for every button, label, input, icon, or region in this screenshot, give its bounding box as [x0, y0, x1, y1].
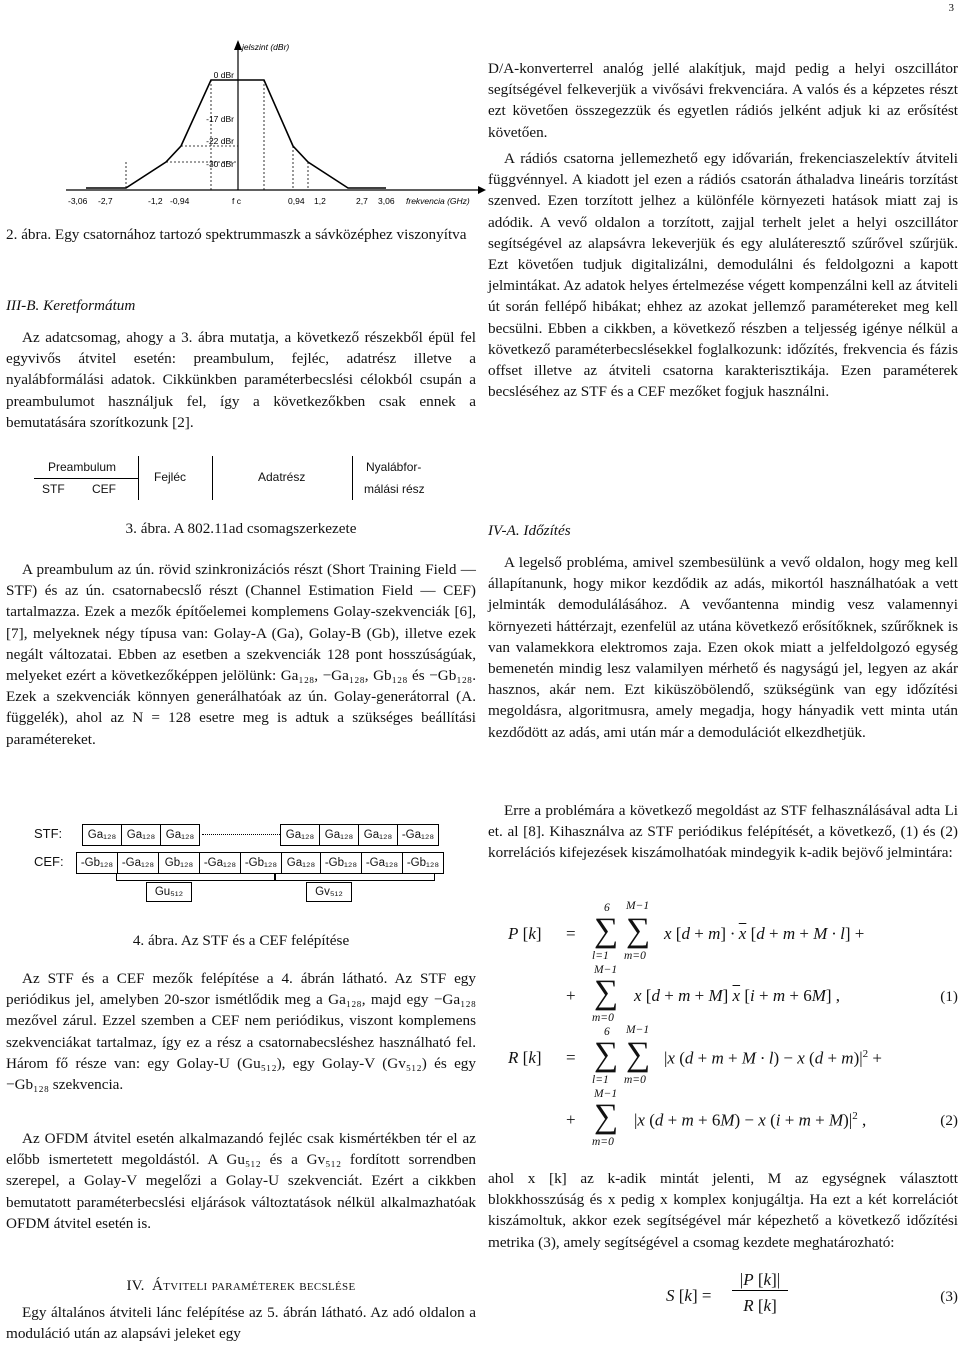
beamforming-label: Nyalábfor-	[366, 460, 422, 474]
cef-cell: -Ga₁₂₈	[200, 852, 241, 874]
tick-label: -0,94	[170, 196, 190, 206]
sum-limit: M−1	[626, 1024, 650, 1036]
right-paragraph-1: D/A-konverterrel analóg jellé alakítjuk, majd pedig a helyi oszcillátor segítségével felkeverjük a vivősávi frekvenciára. A valós és a képzetes részt ezt követően összegezzük és egyetlen rádiós jelként adjuk ki az erősítést követően.	[488, 60, 958, 141]
cef-row	[76, 852, 444, 874]
beamforming-label: málási rész	[364, 482, 425, 496]
sum-limit: m=0	[592, 1012, 614, 1024]
equation-3	[488, 1268, 958, 1328]
stf-cell: Ga₁₂₈	[122, 824, 161, 846]
stf-cef-figure	[34, 824, 454, 904]
cef-cell: -Gb₁₂₈	[403, 852, 444, 874]
eq3-number: (3)	[940, 1288, 958, 1305]
stf-cell: Ga₁₂₈	[359, 824, 398, 846]
eq2-number: (2)	[940, 1112, 958, 1129]
eq1-relation: =	[566, 924, 576, 943]
stf-row-right	[280, 824, 439, 846]
cef-cell: Gb₁₂₈	[159, 852, 200, 874]
gu-brace	[116, 874, 276, 881]
eq2-term: |x (d + m + M · l) − x $(d + m)|^2$ +	[664, 1048, 882, 1068]
section-heading-4a: IV-A. Időzítés	[488, 522, 571, 539]
level-label: 0 dBr	[213, 70, 234, 80]
eq1-lhs: P [k]	[508, 924, 542, 943]
figure2-caption: 2. ábra. Egy csatornához tartozó spektrummaszk a sávközéphez viszonyítva	[6, 226, 467, 243]
sum-limit: m=0	[624, 950, 646, 962]
tick-label: -2,7	[98, 196, 113, 206]
sum-limit: M−1	[626, 900, 650, 912]
sum-symbol: ∑	[594, 1098, 619, 1135]
eq3-denominator: R [k]	[743, 1296, 777, 1315]
section-4-paragraph: Egy általános átviteli lánc felépítése az 5. ábrán látható. Az adó oldalon a moduláció után az alapsávi jeleket egy	[6, 1304, 476, 1343]
packet-structure-figure	[34, 456, 454, 504]
level-label: -22 dBr	[206, 136, 234, 146]
cef-cell: -Ga₁₂₈	[118, 852, 159, 874]
cef-cell: -Gb₁₂₈	[241, 852, 282, 874]
field-divider	[212, 456, 213, 500]
stf-row-label: STF:	[34, 826, 63, 841]
gv-label: Gv₅₁₂	[306, 882, 352, 902]
figure4-caption: 4. ábra. Az STF és a CEF felépítése	[132, 932, 350, 949]
level-label: -17 dBr	[206, 114, 234, 124]
stf-cell: Ga₁₂₈	[320, 824, 359, 846]
spectrum-mask-chart	[66, 40, 486, 210]
sum-limit: 6	[604, 902, 610, 914]
sum-limit: M−1	[594, 964, 618, 976]
tick-label: 2,7	[356, 196, 368, 206]
right-paragraph-3: A legelső probléma, amivel szembesülünk a vevő oldalon, hogy meg kell állapítanunk, hogy mikor kezdődik az adás, mikortól használhatóak a vett jelminták demodulálásához. A vevőantenna mindig vesz valamennyi környezeti háttérzajt, ezenfelül az utána következő erősítőknek, szűrőknek is van valamekkora elektromos zaja. Ezen okok miatt a jelfeldolgozó egység bemenetén mindig lesz valamilyen mérhető és nagyságú jel, legyen az akár hasznos, akár nem. Ezt kiküszöbölendő, szükségünk van egy időzítési megoldásra, algoritmusra, amely megadja, hogy hányadik vett minta után kezdődött az adás, ami után már a demodulációt elkezdhetjük.	[488, 554, 958, 741]
sum-limit: 6	[604, 1026, 610, 1038]
y-axis-arrow	[234, 40, 242, 50]
sum-symbol: ∑	[626, 1036, 651, 1073]
field-divider	[138, 456, 139, 500]
page-number: 3	[948, 2, 954, 14]
right-paragraph-2: A rádiós csatorna jellemezhető egy idővarián, frekenciaszelektív átviteli függvénnyel. A kiadott jel ezen a rádiós csatorán áthaladva lineáris torzítást szenved. Ezen torzított jelhez a különféle környezeti hatások miatt zaj is adódik. A vevő oldalon a torzított, zajjal terhelt jelet a helyi oszcillátor segítségével az alapsávra lekeverjük és egy aluláteresztő szűrővel szűrjük. Ezt követően tudjuk digitalizálni, demodulálni és feldolgozni a kapott jelmintákat. Az adatok helyes értelmezése végett kompenzálni kell az átviteli út során fellépő hibákat; ehhez az azokat jellemző paramétereket meg kell becsülni. Ebben a cikkben, a következő részben a teljesség igénye nélkül a következő paraméterbecslésekkel foglalkozunk: időzítés, frekvencia és fázis offset illetve az átviteli csatorna karakterisztikája. Ezen paraméterek becsléséhez az STF és a CEF mezőket fogjuk használni.	[488, 150, 958, 401]
stf-cell: Ga₁₂₈	[161, 824, 200, 846]
eq3-numerator: |P [k]|	[732, 1270, 788, 1291]
cef-cell: -Gb₁₂₈	[321, 852, 362, 874]
field-divider	[352, 456, 353, 500]
figure3-caption: 3. ábra. A 802.11ad csomagszerkezete	[125, 520, 357, 537]
y-axis-label: jelszint (dBr)	[242, 42, 290, 52]
eq1-term: x [d + m + M] $\overline{x}$ [i + m + 6M] ,	[634, 986, 841, 1005]
tick-label: 3,06	[378, 196, 395, 206]
right-paragraph-5: ahol x [k] az k-adik mintát jelenti, M az egységnek választott blokkhosszúság és x pedig x komplex konjugáltja. Ha ezt a két korrelációt kiszámoltuk, akkor ezek segítségével már képezhető a következő időzítési metrika (3), amely segítségével a csomag kezdete meghatározható:	[488, 1170, 958, 1251]
section-heading-3b: III-B. Keretformátum	[6, 297, 136, 314]
stf-cell: Ga₁₂₈	[280, 824, 320, 846]
mask-outline	[86, 80, 386, 188]
stf-repeat-dots	[202, 834, 280, 835]
header-label: Fejléc	[154, 470, 187, 484]
cef-row-label: CEF:	[34, 854, 64, 869]
stf-cef-paragraph: Az STF és a CEF mezők felépítése a 4. ábrán látható. Az STF egy periódikus jel, amelyben 20-szor ismétlődik meg a Ga₁₂₈, majd egy −Ga₁₂₈ mezővel zárul. Ezzel szemben a CEF nem periódikus, viszont komplemens szekvenciákat tartalmaz, így ez a rész a csatornabecsléshez használható fel. Három fő része van: egy Golay-U (Gu₅₁₂), egy Golay-V (Gv₅₁₂) és egy −Gb₁₂₈ szekvencia.	[6, 970, 476, 1094]
level-label: -30 dBr	[206, 159, 234, 169]
preamble-divider	[34, 478, 138, 479]
eq1-term: x $[d + m] \cdot \overline{x}$ [d + m + M · l] +	[664, 924, 865, 943]
sum-limit: M−1	[594, 1088, 618, 1100]
sum-limit: l=1	[592, 1074, 609, 1086]
eq1-number: (1)	[940, 988, 958, 1005]
stf-cell: -Ga₁₂₈	[398, 824, 439, 846]
sum-symbol: ∑	[594, 974, 619, 1011]
tick-label: -1,2	[148, 196, 163, 206]
stf-cell: Ga₁₂₈	[82, 824, 122, 846]
sum-limit: l=1	[592, 950, 609, 962]
eq2-plus: +	[566, 1110, 576, 1129]
sum-symbol: ∑	[626, 912, 651, 949]
tick-label: 0,94	[288, 196, 305, 206]
tick-label: -3,06	[68, 196, 88, 206]
eq3-lhs: S [k] =	[666, 1286, 712, 1305]
cef-cell: Ga₁₂₈	[282, 852, 321, 874]
right-paragraph-4: Erre a problémára a következő megoldást az STF felhasználásával adta Li et. al [8]. Kihasználva az STF periódikus felépítését, a következő, (1) és (2) korrelációs kifejezések kiszámolhatóak mindegyik k-adik bejövő jelmintára:	[488, 802, 958, 862]
ofdm-paragraph: Az OFDM átvitel esetén alkalmazandó fejléc csak kismértékben tér el az előbb ismertetett megoldástól. A Gu₅₁₂ és a Gv₅₁₂ fordított sorrendben szerepel, a Golay-V megelőzi a Golay-U szekvenciát. Ezért a cikkben bemutatott paraméterbecslési eljárások változtatások nélkül alkalmazhatóak OFDM átvitel esetén is.	[6, 1130, 476, 1232]
gu-label: Gu₅₁₂	[146, 882, 192, 902]
x-axis-arrow	[478, 186, 486, 194]
eq1-plus: +	[566, 986, 576, 1005]
tick-label: 1,2	[314, 196, 326, 206]
preamble-label: Preambulum	[48, 460, 117, 474]
section-3b-paragraph: Az adatcsomag, ahogy a 3. ábra mutatja, a következő részekből épül fel egyvivős átvitel esetén: preambulum, fejléc, adatrész illetve a nyalábformálási adatok. Cikkünkben paraméterbecslési célokból csupán a preambulumot használjuk fel, így a következőkben csak ennek a bemutatására szorítkozunk [2].	[6, 329, 476, 431]
sum-symbol: ∑	[594, 1036, 619, 1073]
tick-label: f c	[232, 196, 241, 206]
sum-limit: m=0	[624, 1074, 646, 1086]
cef-cell: -Gb₁₂₈	[76, 852, 118, 874]
eq2-relation: =	[566, 1048, 576, 1067]
eq2-lhs: R [k]	[508, 1048, 542, 1067]
sum-limit: m=0	[592, 1136, 614, 1148]
section-heading-4: IV. Átviteli paraméterek becslése	[126, 1277, 356, 1294]
gv-brace	[274, 874, 435, 881]
cef-label: CEF	[92, 482, 116, 496]
data-label: Adatrész	[258, 470, 306, 484]
cef-cell: -Ga₁₂₈	[362, 852, 403, 874]
x-axis-label: frekvencia (GHz)	[406, 196, 470, 206]
eq2-term: |x (d + m + 6M) − x $(i + m + M)|^2$ ,	[634, 1110, 867, 1130]
sum-symbol: ∑	[594, 912, 619, 949]
equation-block	[488, 888, 958, 1158]
stf-label: STF	[42, 482, 65, 496]
stf-row-left	[82, 824, 200, 846]
preamble-paragraph: A preambulum az ún. rövid szinkronizációs részt (Short Training Field — STF) és az ún. csatornabecslő részt (Channel Estimation Field — CEF) tartalmazza. Ezek a mezők építőelemei komplemens Golay-szekvenciák [6], [7], melyeknek négy típusa van: Golay-A (Ga), Golay-B (Gb), illetve ezek negált változatai. Ebben az esetben a szekvenciák 128 pont hosszúságúak, melyeket ezért a következőképpen jelölünk: Ga₁₂₈, −Ga₁₂₈, Gb₁₂₈ és −Gb₁₂₈. Ezek a szekvenciák könnyen generálhatóak az ún. Golay-generátorral (A. függelék), ahol az N = 128 esetre meg is adtuk a szükséges beállítási paramétereket.	[6, 561, 476, 748]
